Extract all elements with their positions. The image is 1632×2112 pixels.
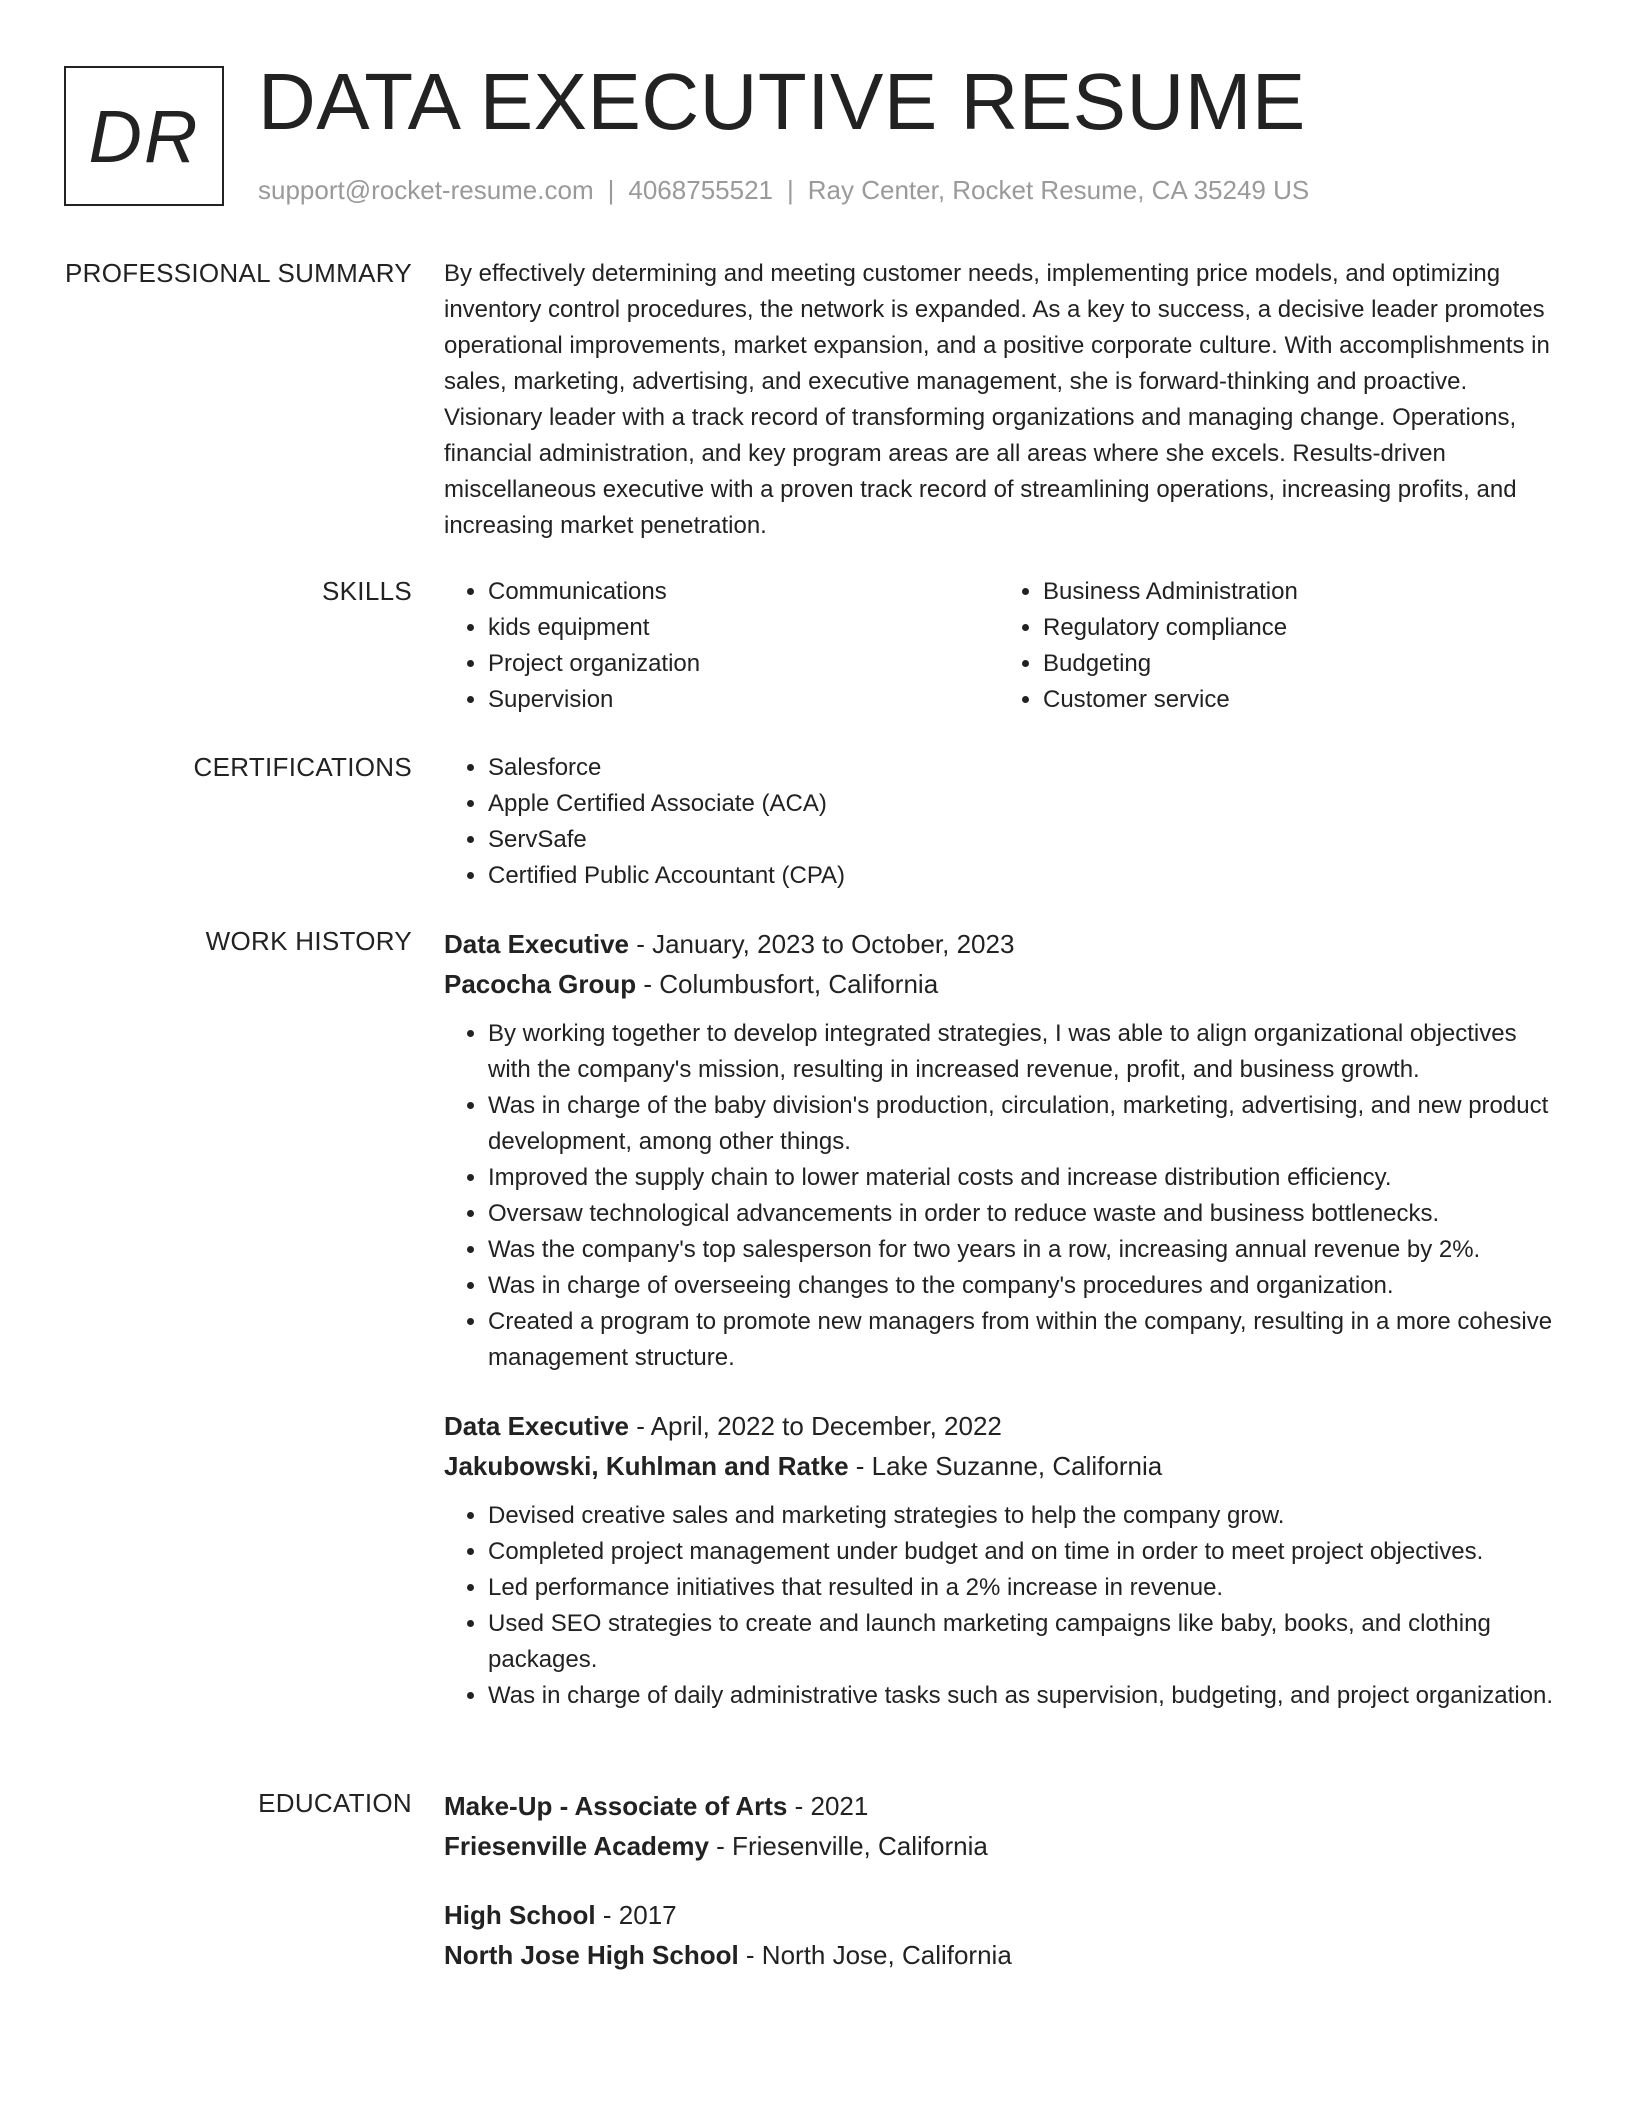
list-item: • ServSafe (488, 822, 1554, 858)
section-title-certifications: CERTIFICATIONS (193, 752, 412, 782)
list-item: • Communications (488, 574, 999, 610)
job-bullets (444, 1498, 1554, 1714)
edu-degree-line (444, 1895, 1554, 1935)
summary-text: By effectively determining and meeting customer needs, implementing price models, and optimizing inventory control procedures, the network is expanded. As a key to success, a decisive leader promotes operational improvements, market expansion, and a positive corporate culture. With accomplishments in sales, marketing, advertising, and executive management, she is forward-thinking and proactive. Visionary leader with a track record of transforming organizations and managing change. Operations, financial administration, and key program areas are all areas where she excels. Results-driven miscellaneous executive with a proven track record of streamlining operations, increasing profits, and increasing market penetration. (444, 260, 1550, 539)
edu-school: North Jose High School (444, 1940, 739, 1970)
section-title-skills: SKILLS (322, 576, 412, 606)
edu-school: Friesenville Academy (444, 1831, 709, 1861)
work-history-body (444, 924, 1554, 1714)
edu-year: - 2017 (595, 1900, 677, 1930)
summary-body (444, 256, 1554, 544)
monogram-logo: DR (64, 66, 224, 206)
resume-title: DATA EXECUTIVE RESUME (258, 57, 1306, 146)
list-item: • Was in charge of the baby division's production, circulation, marketing, advertising, and new product development, among other things. (488, 1088, 1554, 1160)
list-item: • Created a program to promote new managers from within the company, resulting in a more cohesive management structure. (488, 1304, 1554, 1376)
list-item: • By working together to develop integrated strategies, I was able to align organizational objectives with the company's mission, resulting in increased revenue, profit, and business growth. (488, 1016, 1554, 1088)
education-entry (444, 1895, 1554, 1975)
job-role-line (444, 1406, 1554, 1446)
edu-location: - North Jose, California (738, 1940, 1012, 1970)
list-item: • kids equipment (488, 610, 999, 646)
list-item: • Customer service (1043, 682, 1554, 718)
contact-email[interactable]: support@rocket-resume.com (258, 175, 594, 205)
contact-address: Ray Center, Rocket Resume, CA 35249 US (807, 175, 1310, 205)
job-location: - Lake Suzanne, California (848, 1451, 1163, 1481)
education-entry (444, 1786, 1554, 1866)
job-dates: - April, 2022 to December, 2022 (628, 1411, 1002, 1441)
edu-degree: Make-Up - Associate of Arts (444, 1791, 788, 1821)
job-role: Data Executive (444, 929, 629, 959)
list-item: • Regulatory compliance (1043, 610, 1554, 646)
education-body (444, 1786, 1554, 1975)
job-company: Jakubowski, Kuhlman and Ratke (444, 1451, 849, 1481)
skills-body (444, 574, 1554, 718)
contact-separator: | (787, 175, 794, 205)
edu-location: - Friesenville, California (708, 1831, 988, 1861)
list-item: • Certified Public Accountant (CPA) (488, 858, 1554, 894)
section-title-summary: PROFESSIONAL SUMMARY (65, 258, 412, 288)
list-item: • Was the company's top salesperson for two years in a row, increasing annual revenue by 2%. (488, 1232, 1554, 1268)
contact-phone[interactable]: 4068755521 (628, 175, 773, 205)
edu-school-line (444, 1935, 1554, 1975)
skills-list-right (999, 574, 1554, 718)
list-item: • Project organization (488, 646, 999, 682)
job-bullets (444, 1016, 1554, 1376)
job-company-line (444, 964, 1554, 1004)
list-item: • Salesforce (488, 750, 1554, 786)
job-company-line (444, 1446, 1554, 1486)
job-role-line (444, 924, 1554, 964)
certifications-list (444, 750, 1554, 894)
list-item: • Led performance initiatives that resulted in a 2% increase in revenue. (488, 1570, 1554, 1606)
job-dates: - January, 2023 to October, 2023 (628, 929, 1015, 959)
job-role: Data Executive (444, 1411, 629, 1441)
list-item: • Was in charge of overseeing changes to the company's procedures and organization. (488, 1268, 1554, 1304)
job-entry (444, 924, 1554, 1376)
list-item: • Apple Certified Associate (ACA) (488, 786, 1554, 822)
edu-school-line (444, 1826, 1554, 1866)
certifications-body (444, 750, 1554, 894)
skills-list-left (444, 574, 999, 718)
job-location: - Columbusfort, California (636, 969, 939, 999)
list-item: • Oversaw technological advancements in order to reduce waste and business bottlenecks. (488, 1196, 1554, 1232)
edu-degree-line (444, 1786, 1554, 1826)
contact-separator: | (607, 175, 615, 205)
list-item: • Improved the supply chain to lower material costs and increase distribution efficiency. (488, 1160, 1554, 1196)
list-item: • Used SEO strategies to create and launch marketing campaigns like baby, books, and clothing packages. (488, 1606, 1554, 1678)
section-title-education: EDUCATION (258, 1788, 412, 1818)
list-item: • Business Administration (1043, 574, 1554, 610)
section-title-work-history: WORK HISTORY (205, 926, 412, 956)
edu-degree: High School (444, 1900, 596, 1930)
edu-year: - 2021 (787, 1791, 869, 1821)
job-company: Pacocha Group (444, 969, 637, 999)
list-item: • Supervision (488, 682, 999, 718)
list-item: • Devised creative sales and marketing strategies to help the company grow. (488, 1498, 1554, 1534)
job-entry (444, 1406, 1554, 1714)
list-item: • Was in charge of daily administrative tasks such as supervision, budgeting, and project organization. (488, 1678, 1554, 1714)
list-item: • Completed project management under budget and on time in order to meet project objectives. (488, 1534, 1554, 1570)
contact-line (258, 172, 1309, 208)
list-item: • Budgeting (1043, 646, 1554, 682)
